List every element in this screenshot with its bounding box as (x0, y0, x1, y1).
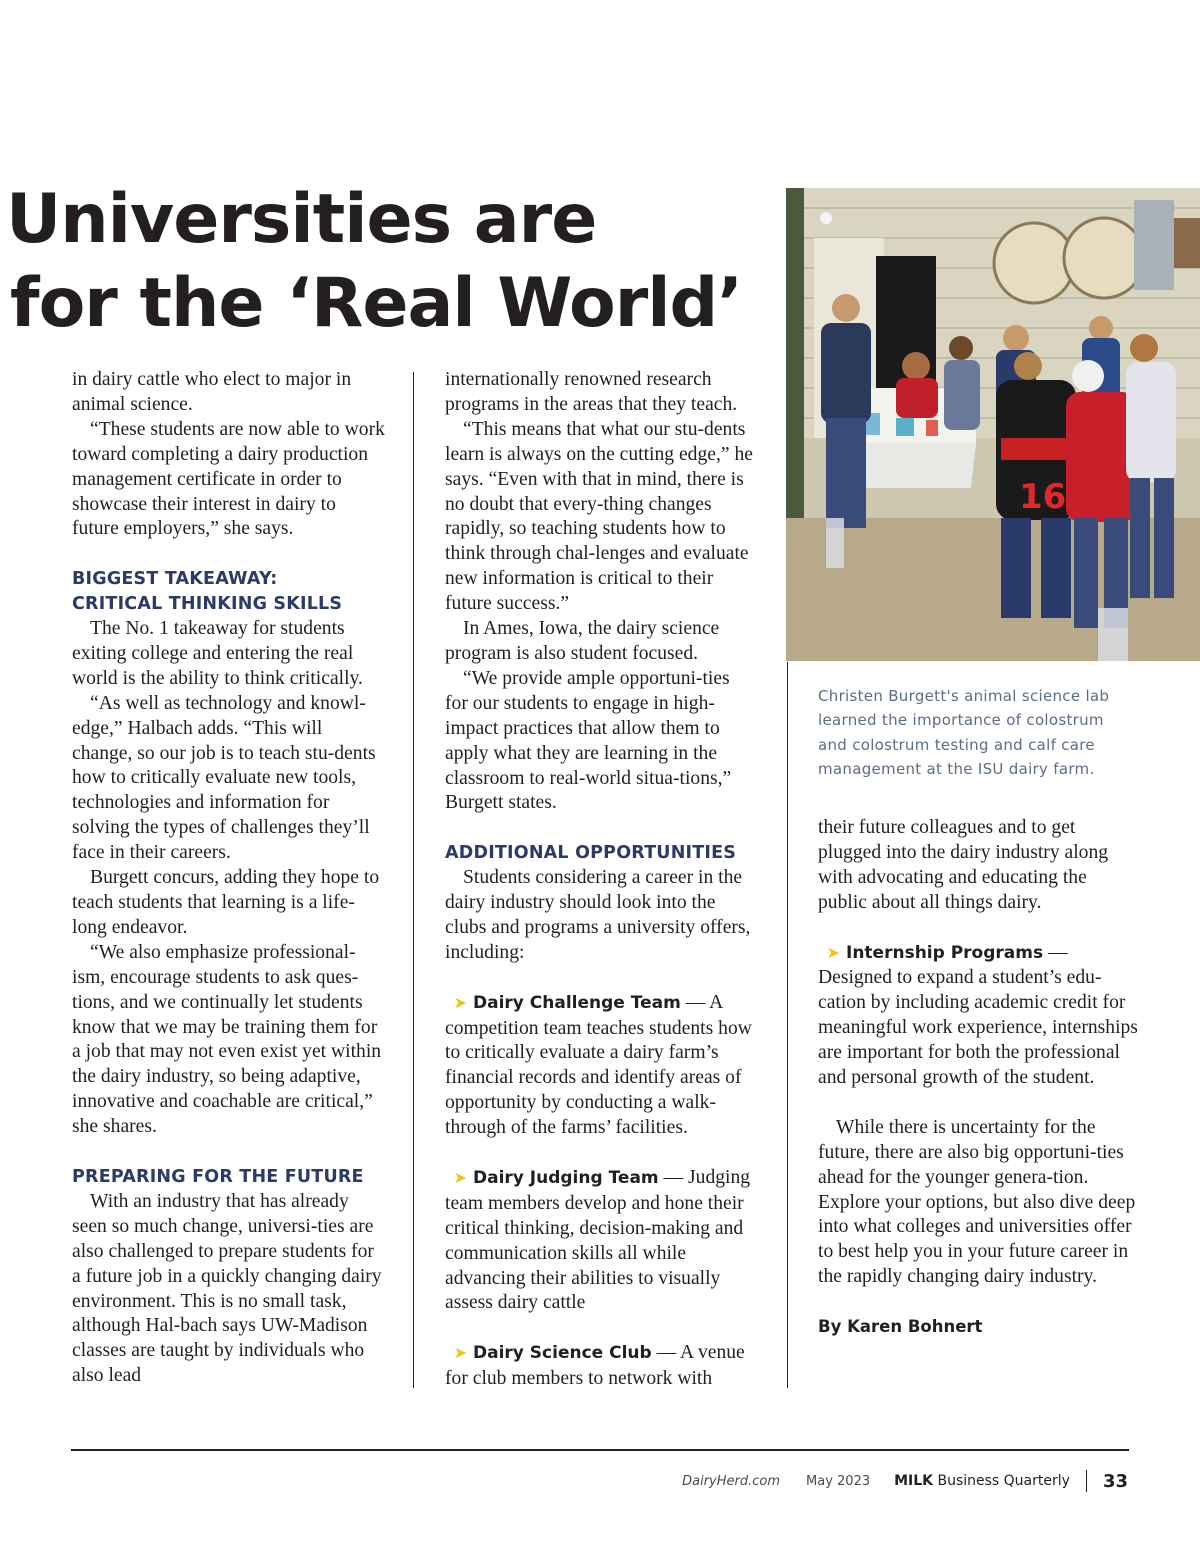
article-title (6, 178, 776, 346)
bullet-arrow-icon: ➤ (453, 1345, 467, 1363)
paragraph: “We also emphasize professional-ism, encourage students to ask ques-tions, and we continually let students know that we may be training them for a job that may not even exist yet within the dairy industry, so being adaptive, innovative and coachable are critical,” she shares. (72, 941, 382, 1138)
paragraph: The No. 1 takeaway for students exiting college and entering the real world is the ability to think critically. (72, 618, 363, 689)
title-line-2: for the ‘Real World’ (10, 264, 743, 343)
page-footer (682, 1466, 1128, 1496)
column-divider (787, 662, 788, 1388)
paragraph: their future colleagues and to get plugged into the dairy industry along with advocating and educating the public about all things dairy. (818, 817, 1109, 913)
list-item-label: Internship Programs (846, 942, 1044, 963)
footer-separator (1086, 1470, 1087, 1492)
section-heading: CRITICAL THINKING SKILLS (72, 594, 343, 615)
column-2 (445, 368, 757, 1392)
paragraph: “These students are now able to work toward completing a dairy production management certificate in order to showcase their interest in dairy to future employers,” she says. (72, 418, 385, 540)
paragraph: “This means that what our stu-dents learn is always on the cutting edge,” he says. “Even with that in mind, there is no doubt that every-thing changes rapidly, so teaching students how to think through chal-lenges and evaluate new information is critical to their future success.” (445, 418, 753, 615)
list-item-text: — Judging team members develop and hone their critical thinking, decision-making and communication skills all while advancing their abilities to visually assess dairy cattle (445, 1166, 751, 1314)
photo-illustration (786, 188, 1200, 661)
bullet-arrow-icon: ➤ (453, 1169, 467, 1187)
list-item-label: Dairy Judging Team (473, 1167, 659, 1188)
paragraph: “As well as technology and knowl-edge,” Halbach adds. “This will change, so our job is to teach stu-dents how to critically evaluate new tools, technologies and information for solving the types of challenges they’ll face in their careers. (72, 692, 376, 864)
column-divider (413, 372, 414, 1388)
list-item-text: — A venue for club members to network with (445, 1342, 745, 1390)
list-item (445, 991, 757, 1141)
photo-caption: Christen Burgett's animal science lab learned the importance of colostrum and colostrum testing and calf care management at the ISU dairy farm. (818, 687, 1110, 778)
paragraph: Burgett concurs, adding they hope to teach students that learning is a life-long endeavor. (72, 867, 380, 938)
article-photo (786, 188, 1200, 661)
paragraph: In Ames, Iowa, the dairy science program is also student focused. (445, 618, 720, 664)
section-heading: PREPARING FOR THE FUTURE (72, 1166, 364, 1187)
byline: By Karen Bohnert (818, 1317, 983, 1337)
paragraph: While there is uncertainty for the future, there are also big opportuni-ties ahead for the younger genera-tion. Explore your options, but also dive deep into what colleges and universities offer to best help you in your future career in the rapidly changing dairy industry. (818, 1116, 1136, 1288)
bullet-arrow-icon: ➤ (453, 994, 467, 1012)
paragraph: internationally renowned research programs in the areas that they teach. (445, 369, 738, 415)
footer-magazine-rest: Business Quarterly (933, 1473, 1070, 1489)
bullet-arrow-icon: ➤ (826, 944, 840, 962)
title-line-1: Universities are (6, 180, 597, 259)
footer-site: DairyHerd.com (682, 1473, 781, 1489)
paragraph: Students considering a career in the dairy industry should look into the clubs and programs a university offers, including: (445, 867, 751, 963)
section-heading: BIGGEST TAKEAWAY: (72, 569, 278, 590)
list-item-label: Dairy Challenge Team (473, 992, 681, 1013)
list-item-text: — Designed to expand a student’s edu-cation by including academic credit for meaningful work experience, internships are important for both the professional and personal growth of the student. (818, 941, 1138, 1089)
list-item (818, 941, 1138, 1091)
jersey-number: 16 (1019, 477, 1067, 517)
paragraph: “We provide ample opportuni-ties for our students to engage in high-impact practices that allow them to apply what they are learning in the classroom to real-world situa-tions,” Burgett states. (445, 667, 732, 814)
list-item (445, 1341, 757, 1392)
list-item-text: — A competition team teaches students how to critically evaluate a dairy farm’s financial records and identify areas of opportunity by conducting a walk-through of the farms’ facilities. (445, 991, 752, 1139)
section-heading: ADDITIONAL OPPORTUNITIES (445, 843, 737, 864)
page-number: 33 (1102, 1470, 1128, 1492)
column-3 (818, 816, 1138, 1340)
footer-rule (71, 1449, 1129, 1451)
footer-magazine-bold: MILK (894, 1473, 934, 1489)
list-item-label: Dairy Science Club (473, 1343, 652, 1364)
footer-magazine (894, 1473, 1070, 1489)
paragraph: in dairy cattle who elect to major in animal science. (72, 369, 352, 415)
list-item (445, 1166, 757, 1316)
column-1 (72, 368, 387, 1389)
paragraph: With an industry that has already seen so much change, universi-ties are also challenged to prepare students for a future job in a quickly changing dairy environment. This is no small task, although Hal-bach says UW-Madison classes are taught by individuals who also lead (72, 1190, 382, 1387)
footer-date: May 2023 (806, 1473, 871, 1489)
